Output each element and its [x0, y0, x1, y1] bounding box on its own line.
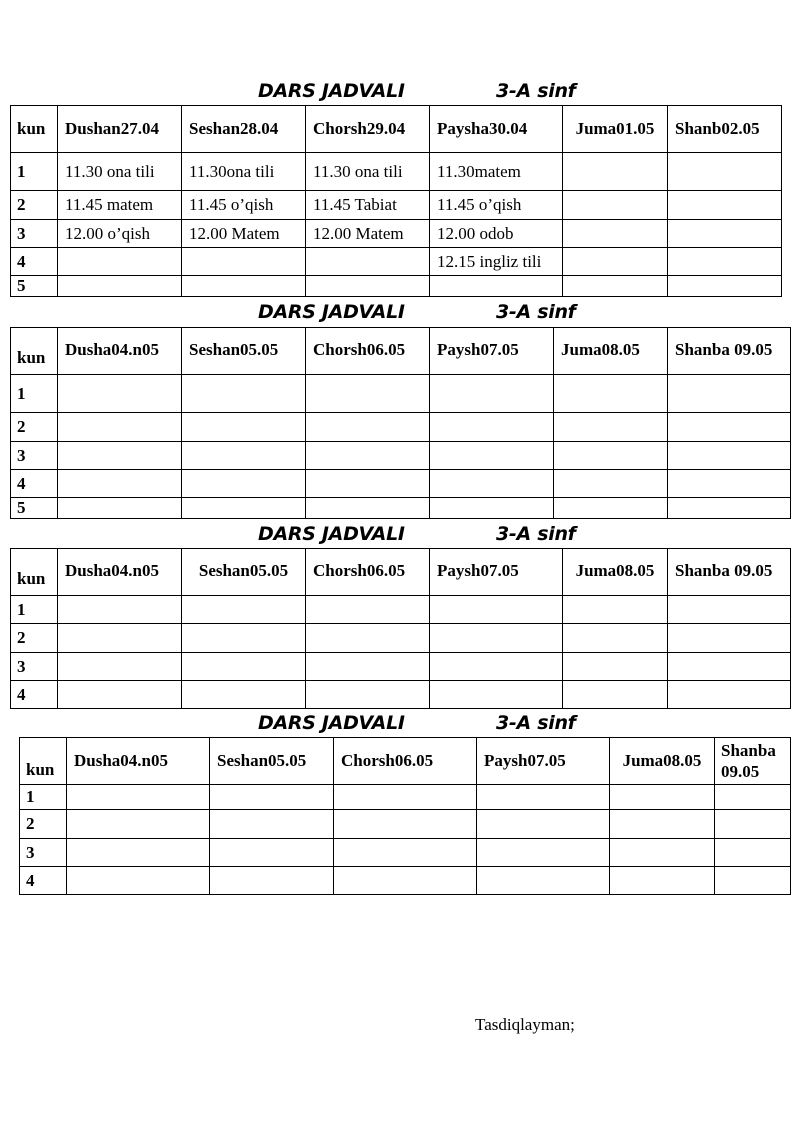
header-cell: Dusha04.n05 — [58, 549, 182, 596]
lesson-cell — [563, 596, 668, 624]
lesson-cell — [610, 810, 715, 839]
lesson-cell — [182, 498, 306, 519]
lesson-cell — [668, 191, 782, 220]
class-label: 3-A sinf — [496, 712, 576, 734]
lesson-cell — [554, 442, 668, 470]
lesson-cell — [306, 470, 430, 498]
lesson-cell — [668, 153, 782, 191]
lesson-cell — [58, 276, 182, 297]
lesson-cell: 11.45 o’qish — [430, 191, 563, 220]
lesson-cell: 11.45 matem — [58, 191, 182, 220]
lesson-cell — [182, 413, 306, 442]
lesson-cell — [67, 839, 210, 867]
table-row — [20, 810, 791, 839]
lesson-cell: 11.30 ona tili — [306, 153, 430, 191]
lesson-cell — [306, 375, 430, 413]
lesson-cell — [182, 276, 306, 297]
lesson-cell: 11.30 ona tili — [58, 153, 182, 191]
header-cell-day: kun — [11, 328, 58, 375]
lesson-cell — [182, 653, 306, 681]
lesson-cell — [58, 248, 182, 276]
lesson-cell — [67, 810, 210, 839]
table-row — [20, 839, 791, 867]
lesson-cell — [715, 867, 791, 895]
lesson-cell — [668, 248, 782, 276]
table-row — [11, 624, 791, 653]
row-number: 4 — [11, 470, 58, 498]
lesson-cell — [610, 867, 715, 895]
lesson-cell — [668, 375, 791, 413]
lesson-cell — [306, 442, 430, 470]
lesson-cell: 12.00 odob — [430, 220, 563, 248]
lesson-cell: 11.45 o’qish — [182, 191, 306, 220]
header-cell: Seshan05.05 — [210, 738, 334, 785]
schedule-table — [10, 548, 791, 709]
lesson-cell — [668, 413, 791, 442]
header-cell: Paysha30.04 — [430, 106, 563, 153]
lesson-cell — [67, 867, 210, 895]
lesson-cell — [210, 867, 334, 895]
header-row — [11, 106, 782, 153]
lesson-cell — [210, 839, 334, 867]
lesson-cell — [563, 248, 668, 276]
lesson-cell — [668, 653, 791, 681]
schedule-title: DARS JADVALI — [258, 712, 405, 734]
row-number: 5 — [11, 276, 58, 297]
lesson-cell — [306, 653, 430, 681]
row-number: 1 — [11, 375, 58, 413]
row-number: 3 — [11, 653, 58, 681]
lesson-cell — [58, 653, 182, 681]
lesson-cell — [210, 810, 334, 839]
lesson-cell: 12.00 Matem — [306, 220, 430, 248]
lesson-cell — [430, 653, 563, 681]
lesson-cell — [668, 220, 782, 248]
lesson-cell — [563, 220, 668, 248]
schedule-title: DARS JADVALI — [258, 523, 405, 545]
lesson-cell — [610, 785, 715, 810]
lesson-cell — [210, 785, 334, 810]
table-row — [20, 785, 791, 810]
lesson-cell — [563, 624, 668, 653]
lesson-cell — [182, 596, 306, 624]
lesson-cell — [58, 442, 182, 470]
lesson-cell — [477, 839, 610, 867]
header-cell: Chorsh06.05 — [306, 549, 430, 596]
lesson-cell — [306, 624, 430, 653]
lesson-cell — [430, 442, 554, 470]
table-row — [11, 413, 791, 442]
row-number: 3 — [11, 442, 58, 470]
row-number: 2 — [11, 624, 58, 653]
table-row — [11, 498, 791, 519]
lesson-cell — [610, 839, 715, 867]
header-cell: Dusha04.n05 — [58, 328, 182, 375]
header-cell: Chorsh29.04 — [306, 106, 430, 153]
header-cell: Paysh07.05 — [430, 549, 563, 596]
header-cell: Dushan27.04 — [58, 106, 182, 153]
lesson-cell — [430, 498, 554, 519]
class-label: 3-A sinf — [496, 523, 576, 545]
lesson-cell — [58, 596, 182, 624]
lesson-cell: 12.00 o’qish — [58, 220, 182, 248]
schedule-table — [19, 737, 791, 895]
table-row — [11, 276, 782, 297]
schedule-title: DARS JADVALI — [258, 301, 405, 323]
lesson-cell — [58, 624, 182, 653]
lesson-cell — [715, 785, 791, 810]
header-cell-day: kun — [11, 106, 58, 153]
row-number: 4 — [11, 248, 58, 276]
table-row — [11, 470, 791, 498]
class-label: 3-A sinf — [496, 301, 576, 323]
lesson-cell — [668, 624, 791, 653]
lesson-cell — [715, 810, 791, 839]
lesson-cell — [563, 153, 668, 191]
row-number: 3 — [20, 839, 67, 867]
lesson-cell — [554, 498, 668, 519]
lesson-cell — [306, 248, 430, 276]
table-row — [11, 248, 782, 276]
header-row — [11, 328, 791, 375]
header-cell: Chorsh06.05 — [306, 328, 430, 375]
lesson-cell — [477, 785, 610, 810]
row-number: 2 — [20, 810, 67, 839]
lesson-cell — [58, 498, 182, 519]
table-row — [11, 375, 791, 413]
lesson-cell: 11.45 Tabiat — [306, 191, 430, 220]
lesson-cell — [554, 375, 668, 413]
schedule-title: DARS JADVALI — [258, 80, 405, 102]
header-cell: Seshan05.05 — [182, 549, 306, 596]
header-cell: Shanba 09.05 — [668, 328, 791, 375]
row-number: 1 — [11, 596, 58, 624]
lesson-cell — [477, 867, 610, 895]
table-row — [11, 220, 782, 248]
row-number: 5 — [11, 498, 58, 519]
lesson-cell — [58, 413, 182, 442]
row-number: 4 — [11, 681, 58, 709]
lesson-cell — [430, 375, 554, 413]
row-number: 1 — [11, 153, 58, 191]
header-cell: Seshan28.04 — [182, 106, 306, 153]
lesson-cell — [430, 276, 563, 297]
lesson-cell — [430, 470, 554, 498]
lesson-cell — [668, 442, 791, 470]
lesson-cell: 11.30ona tili — [182, 153, 306, 191]
lesson-cell — [668, 498, 791, 519]
lesson-cell — [563, 276, 668, 297]
header-row — [11, 549, 791, 596]
lesson-cell — [334, 839, 477, 867]
lesson-cell — [668, 470, 791, 498]
lesson-cell — [58, 470, 182, 498]
lesson-cell — [334, 810, 477, 839]
lesson-cell — [334, 867, 477, 895]
header-cell: Juma08.05 — [554, 328, 668, 375]
lesson-cell — [306, 276, 430, 297]
schedule-table — [10, 105, 782, 297]
header-cell: Paysh07.05 — [477, 738, 610, 785]
lesson-cell — [430, 624, 563, 653]
lesson-cell — [182, 248, 306, 276]
lesson-cell: 12.15 ingliz tili — [430, 248, 563, 276]
lesson-cell — [554, 413, 668, 442]
header-cell: Chorsh06.05 — [334, 738, 477, 785]
lesson-cell — [477, 810, 610, 839]
table-row — [20, 867, 791, 895]
lesson-cell — [306, 498, 430, 519]
lesson-cell — [563, 191, 668, 220]
lesson-cell — [715, 839, 791, 867]
row-number: 2 — [11, 413, 58, 442]
lesson-cell — [306, 681, 430, 709]
lesson-cell — [182, 624, 306, 653]
header-cell: Seshan05.05 — [182, 328, 306, 375]
header-cell: Juma08.05 — [563, 549, 668, 596]
header-cell: Dusha04.n05 — [67, 738, 210, 785]
approval-text: Tasdiqlayman; — [475, 1015, 575, 1034]
lesson-cell — [668, 681, 791, 709]
row-number: 4 — [20, 867, 67, 895]
lesson-cell — [668, 596, 791, 624]
schedule-table — [10, 327, 791, 519]
header-cell-day: kun — [11, 549, 58, 596]
header-cell: Juma01.05 — [563, 106, 668, 153]
lesson-cell — [430, 413, 554, 442]
table-row — [11, 153, 782, 191]
row-number: 2 — [11, 191, 58, 220]
lesson-cell — [563, 653, 668, 681]
lesson-cell — [306, 596, 430, 624]
class-label: 3-A sinf — [496, 80, 576, 102]
header-cell: Juma08.05 — [610, 738, 715, 785]
lesson-cell — [58, 681, 182, 709]
row-number: 3 — [11, 220, 58, 248]
table-row — [11, 442, 791, 470]
lesson-cell — [67, 785, 210, 810]
header-cell: Shanb02.05 — [668, 106, 782, 153]
header-cell: Paysh07.05 — [430, 328, 554, 375]
table-row — [11, 653, 791, 681]
header-cell: Shanba 09.05 — [668, 549, 791, 596]
lesson-cell — [58, 375, 182, 413]
lesson-cell — [306, 413, 430, 442]
lesson-cell — [182, 375, 306, 413]
row-number: 1 — [20, 785, 67, 810]
table-row — [11, 191, 782, 220]
lesson-cell — [563, 681, 668, 709]
lesson-cell: 12.00 Matem — [182, 220, 306, 248]
lesson-cell — [182, 470, 306, 498]
lesson-cell — [334, 785, 477, 810]
lesson-cell: 11.30matem — [430, 153, 563, 191]
header-cell-day: kun — [20, 738, 67, 785]
lesson-cell — [668, 276, 782, 297]
lesson-cell — [430, 681, 563, 709]
header-cell: Shanba 09.05 — [715, 738, 791, 785]
lesson-cell — [554, 470, 668, 498]
lesson-cell — [182, 681, 306, 709]
table-row — [11, 681, 791, 709]
lesson-cell — [182, 442, 306, 470]
header-row — [20, 738, 791, 785]
table-row — [11, 596, 791, 624]
lesson-cell — [430, 596, 563, 624]
